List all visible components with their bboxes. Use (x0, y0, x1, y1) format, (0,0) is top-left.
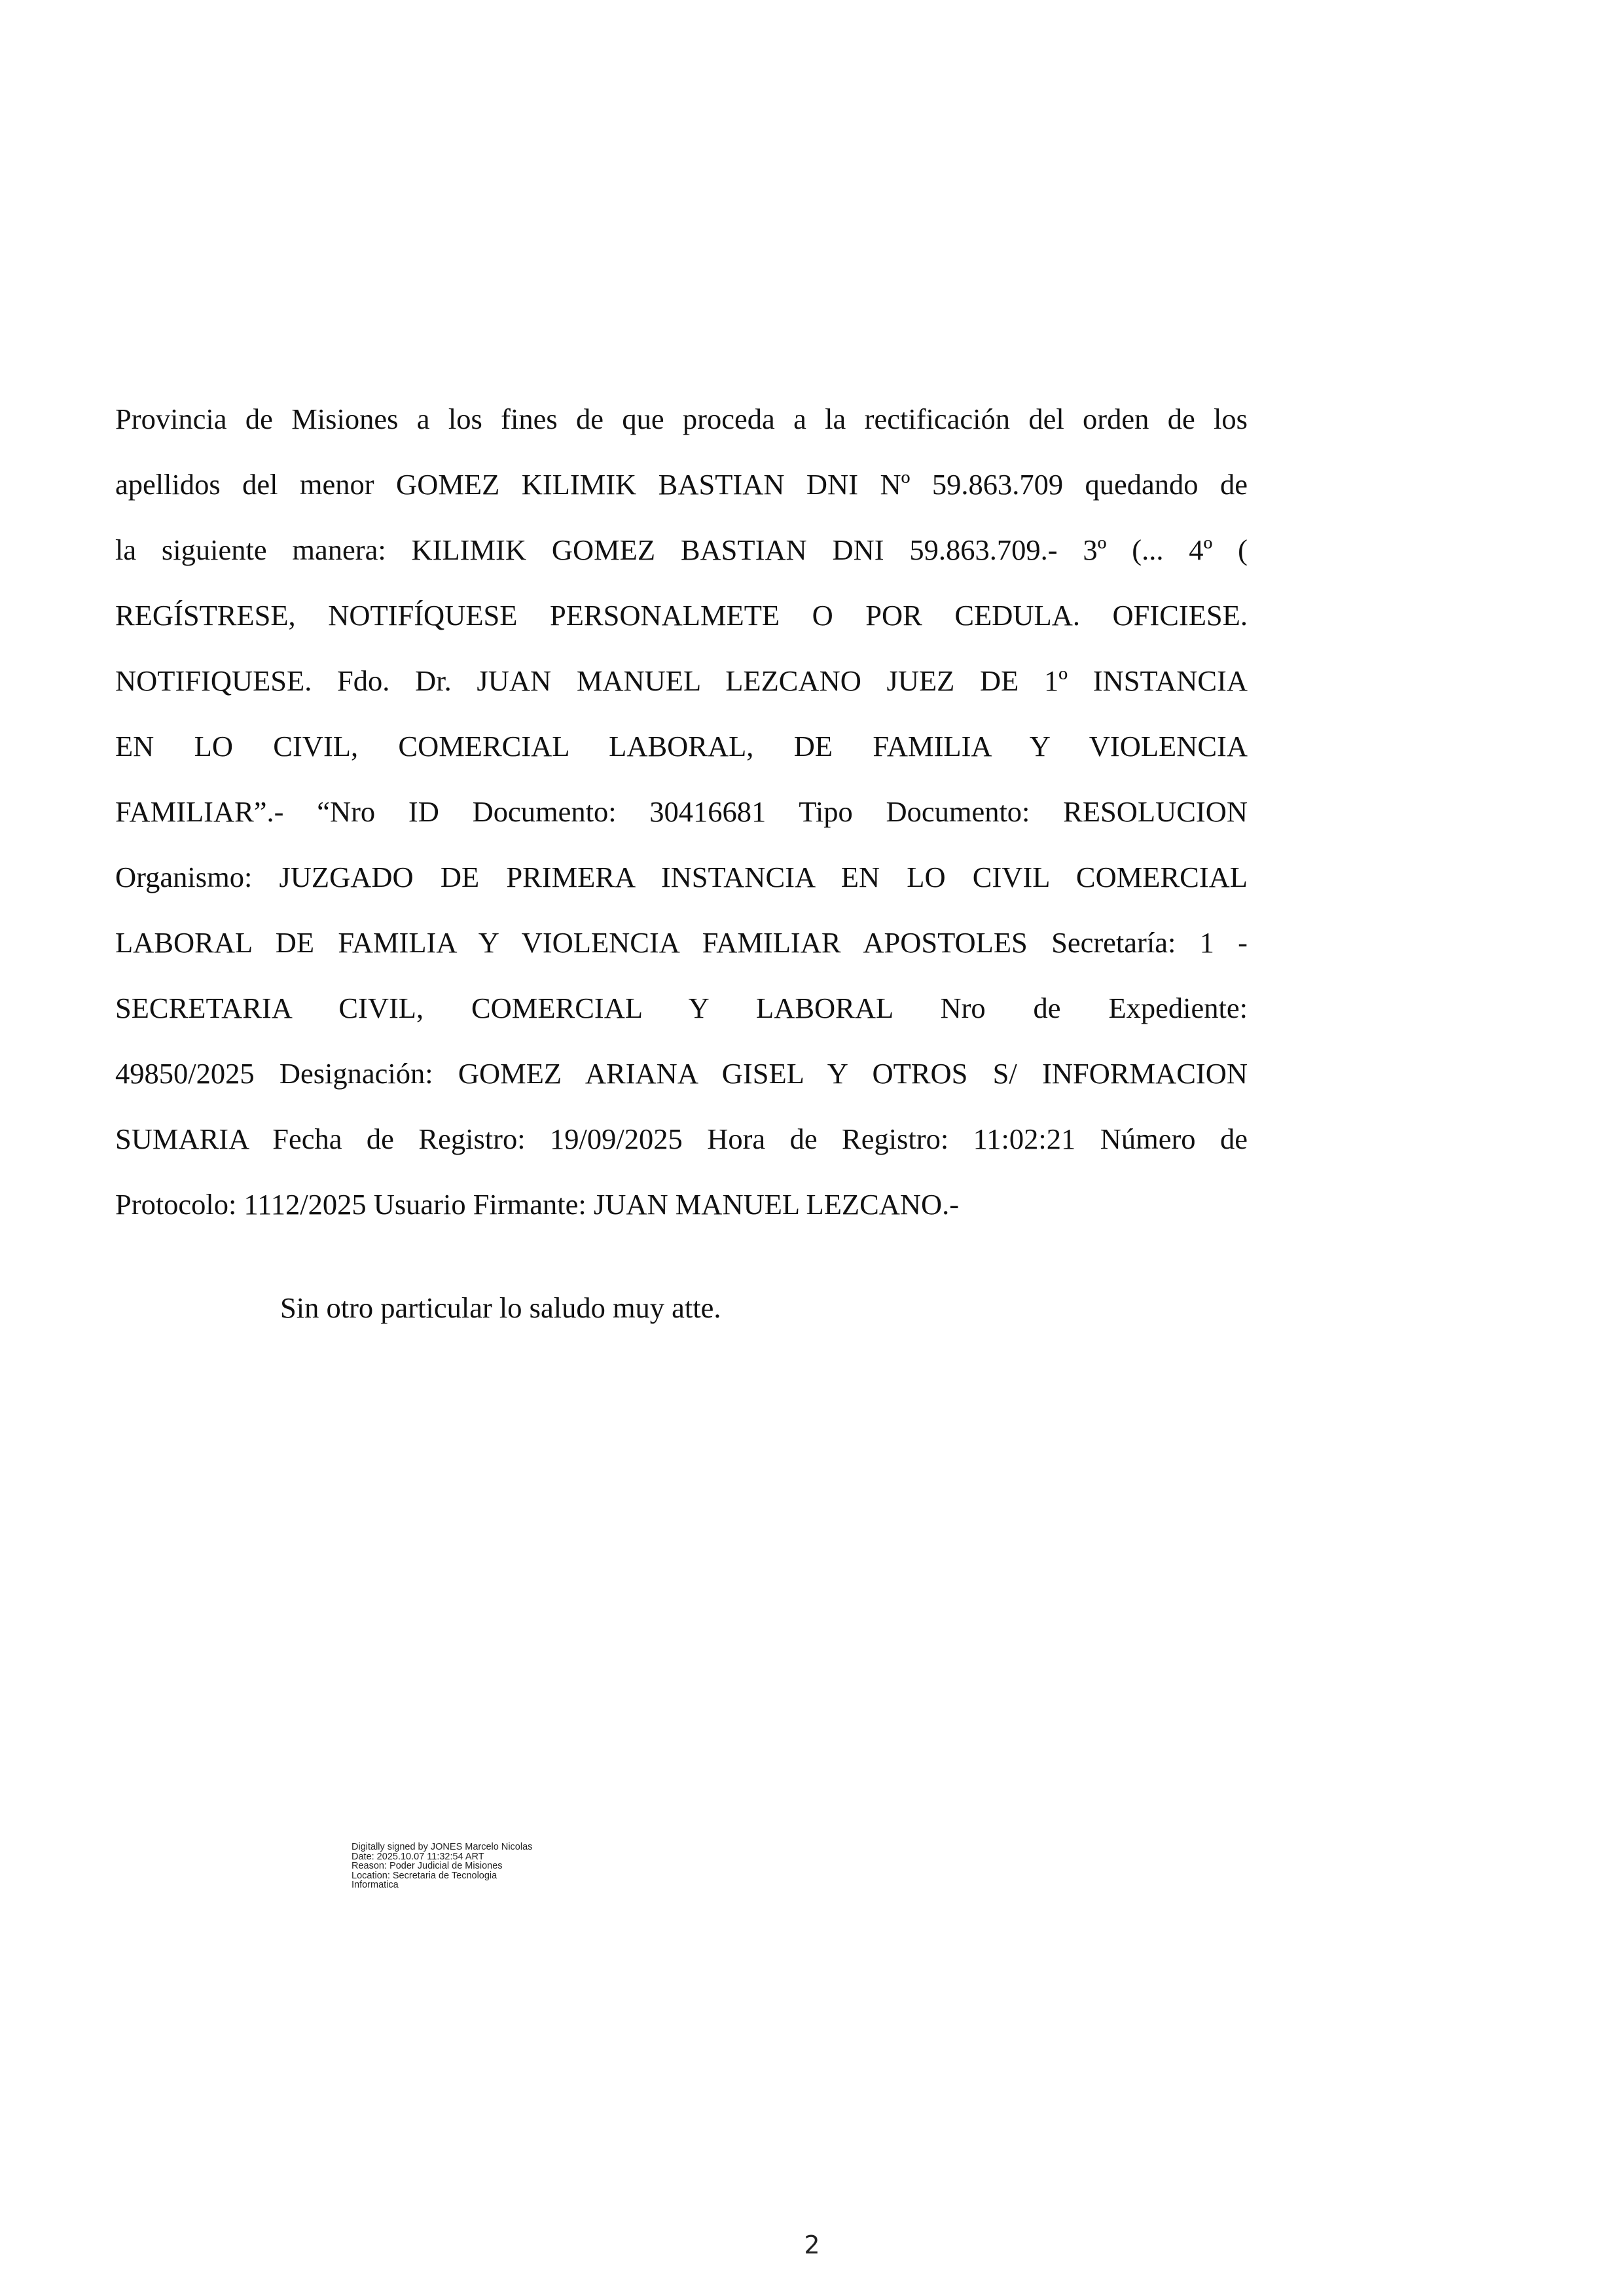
paragraph-line: REGÍSTRESE, NOTIFÍQUESE PERSONALMETE O POR CEDULA. OFICIESE. (115, 599, 1248, 632)
signature-location-cont: Informatica (352, 1880, 399, 1890)
paragraph-line: Provincia de Misiones a los fines de que proceda a la rectificación del orden de los (115, 403, 1248, 435)
digital-signature-stamp (352, 1842, 532, 1890)
page-number: 2 (804, 2231, 820, 2259)
paragraph-line: 49850/2025 Designación: GOMEZ ARIANA GISEL Y OTROS S/ INFORMACION (115, 1057, 1248, 1090)
paragraph-line: apellidos del menor GOMEZ KILIMIK BASTIAN DNI Nº 59.863.709 quedando de (115, 468, 1248, 501)
paragraph-line: FAMILIAR”.- “Nro ID Documento: 30416681 Tipo Documento: RESOLUCION (115, 795, 1248, 828)
paragraph-line: Protocolo: 1112/2025 Usuario Firmante: JUAN MANUEL LEZCANO.- (115, 1188, 960, 1221)
signature-date: Date: 2025.10.07 11:32:54 ART (352, 1851, 484, 1862)
signature-location: Location: Secretaria de Tecnologia (352, 1870, 497, 1881)
paragraph-line: EN LO CIVIL, COMERCIAL LABORAL, DE FAMILIA Y VIOLENCIA (115, 730, 1248, 762)
signature-signer: Digitally signed by JONES Marcelo Nicolas (352, 1842, 533, 1852)
resolution-paragraph (115, 386, 1248, 1237)
paragraph-line: LABORAL DE FAMILIA Y VIOLENCIA FAMILIAR APOSTOLES Secretaría: 1 - (115, 926, 1248, 959)
paragraph-line: Organismo: JUZGADO DE PRIMERA INSTANCIA EN LO CIVIL COMERCIAL (115, 861, 1248, 893)
signature-reason: Reason: Poder Judicial de Misiones (352, 1861, 503, 1871)
paragraph-line: SUMARIA Fecha de Registro: 19/09/2025 Hora de Registro: 11:02:21 Número de (115, 1122, 1248, 1155)
paragraph-line: SECRETARIA CIVIL, COMERCIAL Y LABORAL Nro de Expediente: (115, 992, 1248, 1024)
closing-salutation: Sin otro particular lo saludo muy atte. (280, 1291, 721, 1324)
paragraph-line: la siguiente manera: KILIMIK GOMEZ BASTIAN DNI 59.863.709.- 3º (... 4º ( (115, 533, 1248, 566)
paragraph-line: NOTIFIQUESE. Fdo. Dr. JUAN MANUEL LEZCANO JUEZ DE 1º INSTANCIA (115, 664, 1248, 697)
